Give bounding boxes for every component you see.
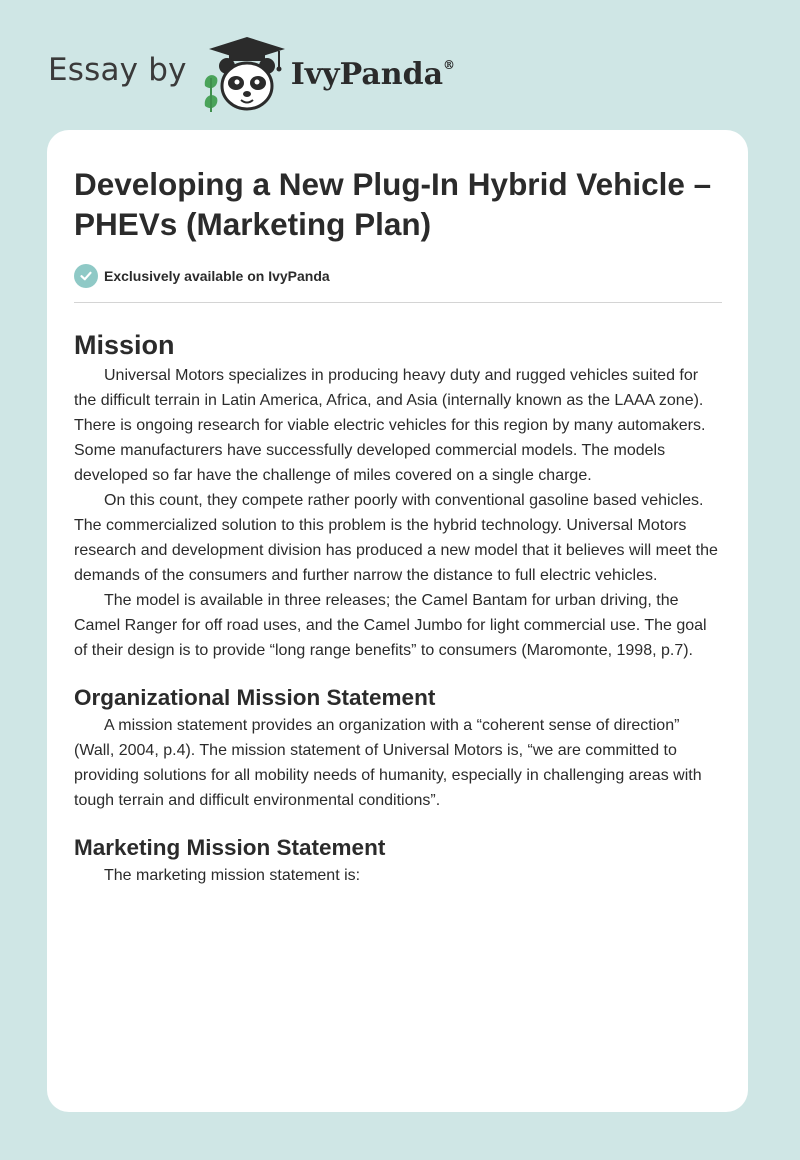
site-header bbox=[48, 34, 455, 114]
registered-mark: ® bbox=[443, 57, 456, 72]
essay-by-label: Essay by bbox=[48, 52, 187, 88]
divider bbox=[74, 302, 722, 303]
paragraph: Universal Motors specializes in producing heavy duty and rugged vehicles suited for the difficult terrain in Latin America, Africa, and Asia (internally known as the LAAA zone). There is ongoing research for viable electric vehicles for this region by many automakers. Some manufacturers have successfully developed commercial models. The models developed so far have the challenge of miles covered on a single charge. bbox=[74, 367, 706, 484]
brand-name[interactable]: IvyPanda® bbox=[290, 56, 456, 92]
exclusive-badge-label: Exclusively available on IvyPanda bbox=[104, 268, 330, 284]
check-icon bbox=[74, 264, 98, 288]
article-title: Developing a New Plug-In Hybrid Vehicle –PHEVs (Marketing Plan) bbox=[74, 166, 712, 242]
paragraph: The marketing mission statement is: bbox=[104, 867, 361, 884]
panda-logo-icon[interactable] bbox=[199, 34, 295, 114]
paragraph: On this count, they compete rather poorly with conventional gasoline based vehicles. The commercialized solution to this problem is the hybrid technology. Universal Motors research and development division has produced a new model that it believes will meet the demands of the consumers and further narrow the distance to full electric vehicles. bbox=[74, 492, 718, 584]
section-heading-marketing-mission: Marketing Mission Statement bbox=[74, 835, 386, 860]
paragraph: The model is available in three releases; the Camel Bantam for urban driving, the Camel Ranger for off road uses, and the Camel Jumbo for light commercial use. The goal of their design is to provide “long range benefits” to consumers (Maromonte, 1998, p.7). bbox=[74, 592, 707, 659]
exclusive-badge bbox=[74, 264, 722, 288]
article-card bbox=[47, 130, 748, 1112]
section-heading-organizational-mission: Organizational Mission Statement bbox=[74, 685, 436, 710]
paragraph: A mission statement provides an organization with a “coherent sense of direction” (Wall, 2004, p.4). The mission statement of Universal Motors is, “we are committed to providing solutions for all mobility needs of humanity, especially in challenging areas with tough terrain and difficult environmental conditions”. bbox=[74, 717, 702, 809]
section-heading-mission: Mission bbox=[74, 330, 175, 360]
